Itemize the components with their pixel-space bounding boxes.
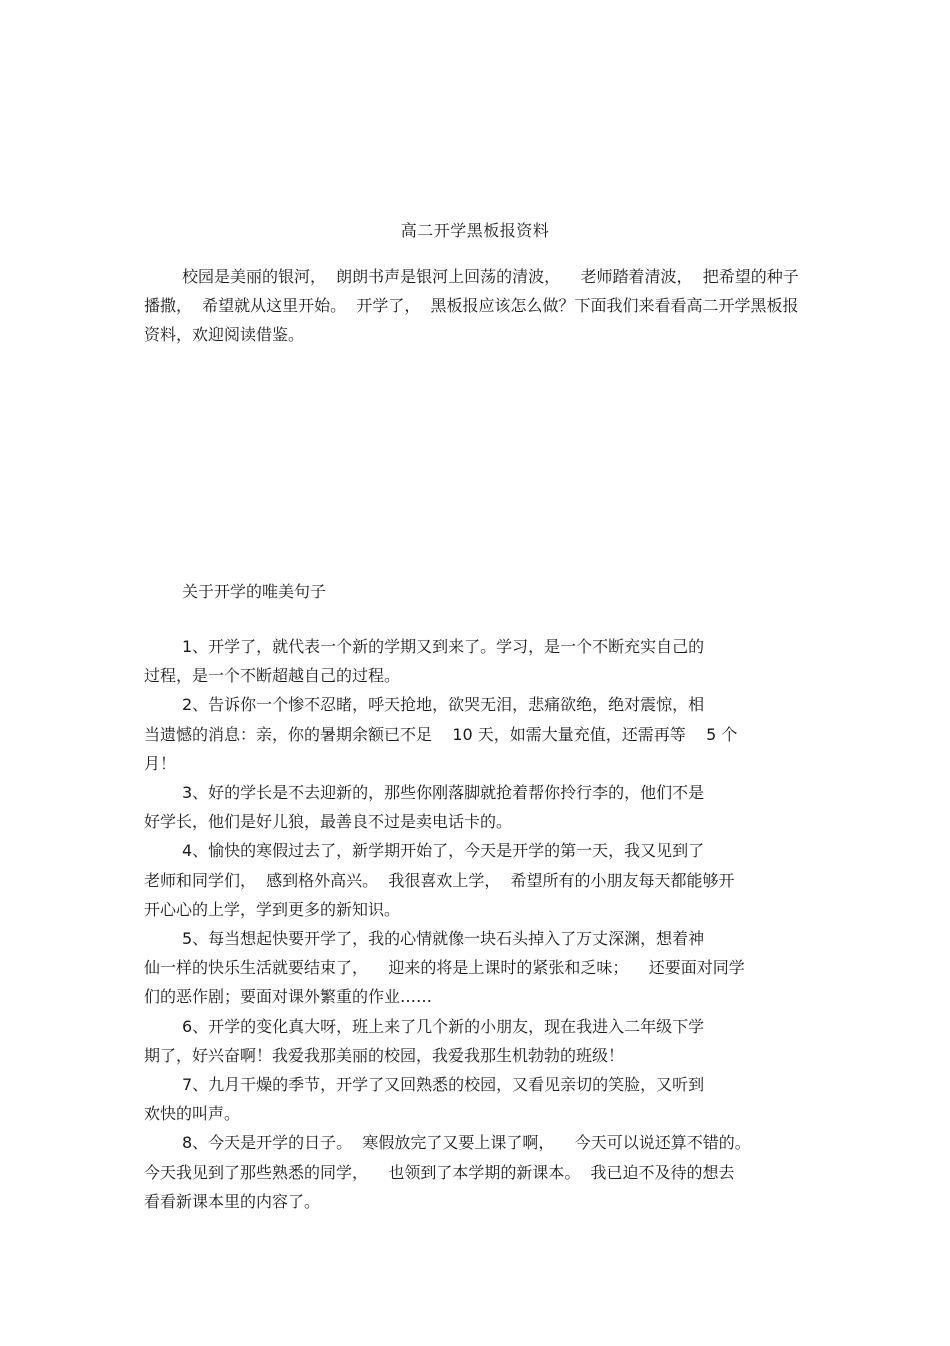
document-title: 高二开学黑板报资料: [400, 221, 550, 240]
list-item: 6、开学的变化真大呀，班上来了几个新的小朋友，现在我进入二年级下学 期了，好兴奋啊！我爱我那美丽的校园，我爱我那生机勃勃的班级！: [144, 1016, 705, 1065]
list-item: 5、每当想起快要开学了，我的心情就像一块石头掉入了万丈深渊，想着神 仙一样的快乐生活就要结束了， 迎来的将是上课时的紧张和乏味； 还要面对同学 们的恶作剧；要面对课外繁重的作业……: [144, 929, 745, 1007]
section-title: 关于开学的唯美句子: [182, 582, 327, 601]
list-item: 8、今天是开学的日子。 寒假放完了又要上课了啊， 今天可以说还算不错的。 今天我见到了那些熟悉的同学， 也领到了本学期的新课本。 我已迫不及待的想去 看看新课本里的内容了。: [144, 1133, 751, 1211]
list-item: 2、告诉你一个惨不忍睹，呼天抢地，欲哭无泪，悲痛欲绝，绝对震惊，相 当遗憾的消息：亲，你的暑期余额已不足 10 天，如需大量充值，还需再等 5 个 月！: [144, 695, 738, 773]
intro-paragraph: 校园是美丽的银河， 朗朗书声是银河上回荡的清波， 老师踏着清波， 把希望的种子播撒， 希望就从这里开始。 开学了， 黑板报应该怎么做？下面我们来看看高二开学黑板报资料，欢迎阅读借鉴。: [144, 267, 799, 344]
list-item: 4、愉快的寒假过去了，新学期开始了，今天是开学的第一天，我又见到了 老师和同学们， 感到格外高兴。 我很喜欢上学， 希望所有的小朋友每天都能够开 开心心的上学，学到更多的新知识。: [144, 841, 735, 919]
list-item: 7、九月干燥的季节，开学了又回熟悉的校园，又看见亲切的笑脸，又听到 欢快的叫声。: [144, 1075, 705, 1124]
list-item: 1、开学了，就代表一个新的学期又到来了。学习，是一个不断充实自己的 过程，是一个不断超越自己的过程。: [144, 637, 705, 686]
sentence-list: [144, 632, 808, 1216]
list-item: 3、好的学长是不去迎新的，那些你刚落脚就抢着帮你拎行李的，他们不是 好学长，他们是好儿狼，最善良不过是卖电话卡的。: [144, 783, 705, 832]
